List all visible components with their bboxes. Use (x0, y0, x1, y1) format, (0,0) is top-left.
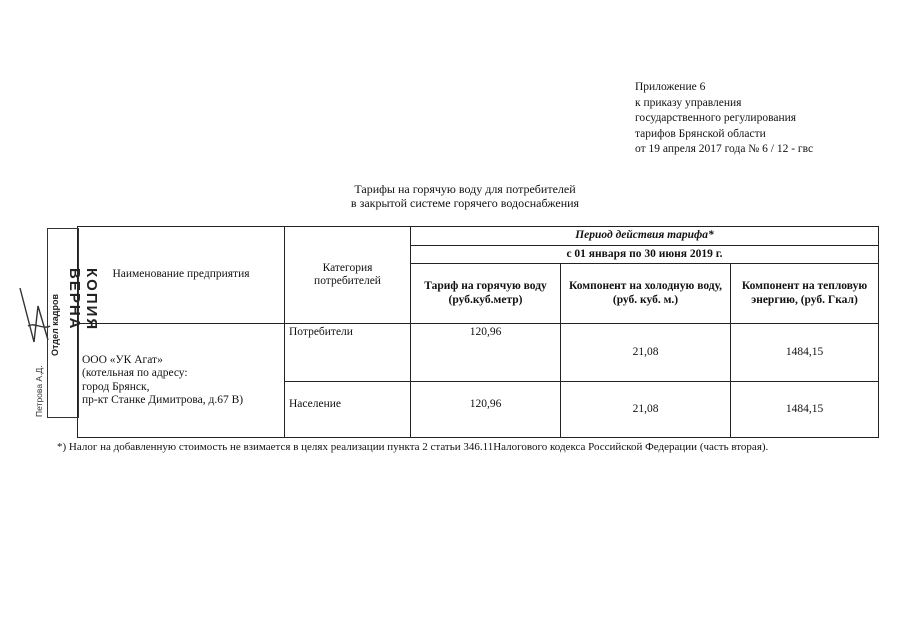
appendix-header (635, 80, 813, 158)
enterprise-line-4: пр-кт Станке Димитрова, д.67 В) (82, 394, 244, 406)
header-cold-water-component: Компонент на холодную воду, (руб. куб. м.) (561, 264, 731, 324)
header-heat-component: Компонент на тепловую энергию, (руб. Гкал) (731, 264, 879, 324)
header-hot-water-tariff: Тариф на горячую воду (руб.куб.метр) (411, 264, 561, 324)
row-cold-component: 21,08 (561, 382, 731, 438)
appendix-line-4: тарифов Брянской области (635, 127, 766, 140)
title-line-1: Тарифы на горячую воду для потребителей (354, 182, 576, 196)
title-line-2: в закрытой системе горячего водоснабжения (350, 196, 580, 210)
enterprise-line-1: ООО «УК Агат» (82, 353, 163, 366)
appendix-line-2: к приказу управления (635, 96, 742, 109)
row-category: Население (285, 382, 411, 438)
signer-name: Петрова А.Д. (34, 365, 44, 417)
appendix-line-3: государственного регулирования (635, 112, 797, 124)
row-tariff: 120,96 (411, 382, 561, 438)
row-tariff: 120,96 (411, 324, 561, 382)
enterprise-line-3: город Брянск, (82, 380, 150, 393)
period-label: Период действия тарифа* (575, 229, 714, 241)
header-period-dates: с 01 января по 30 июня 2019 г. (411, 245, 879, 264)
row-heat-component: 1484,15 (731, 324, 879, 382)
header-consumer-category: Категория потребителей (285, 227, 411, 324)
row-category: Потребители (285, 324, 411, 382)
appendix-line-1: Приложение 6 (635, 81, 706, 93)
appendix-line-5: от 19 апреля 2017 года № 6 / 12 - гвс (635, 143, 814, 155)
tariff-table (66, 226, 879, 438)
header-enterprise-name: Наименование предприятия (78, 227, 285, 324)
enterprise-line-2: (котельная по адресу: (82, 367, 188, 379)
footnote: *) Налог на добавленную стоимость не взимается в целях реализации пункта 2 статьи 346.11Налогового кодекса Российской Федерации (часть вторая). (57, 441, 769, 453)
header-period (411, 227, 879, 246)
row-cold-component: 21,08 (561, 324, 731, 382)
document-title (300, 182, 630, 210)
table-row (78, 324, 879, 382)
copy-certified-mark: КОПИЯ ВЕРНА (66, 268, 100, 332)
signature-icon (14, 282, 54, 352)
stamp-text: Отдел кадров (50, 294, 60, 356)
enterprise-cell (78, 324, 285, 438)
row-heat-component: 1484,15 (731, 382, 879, 438)
